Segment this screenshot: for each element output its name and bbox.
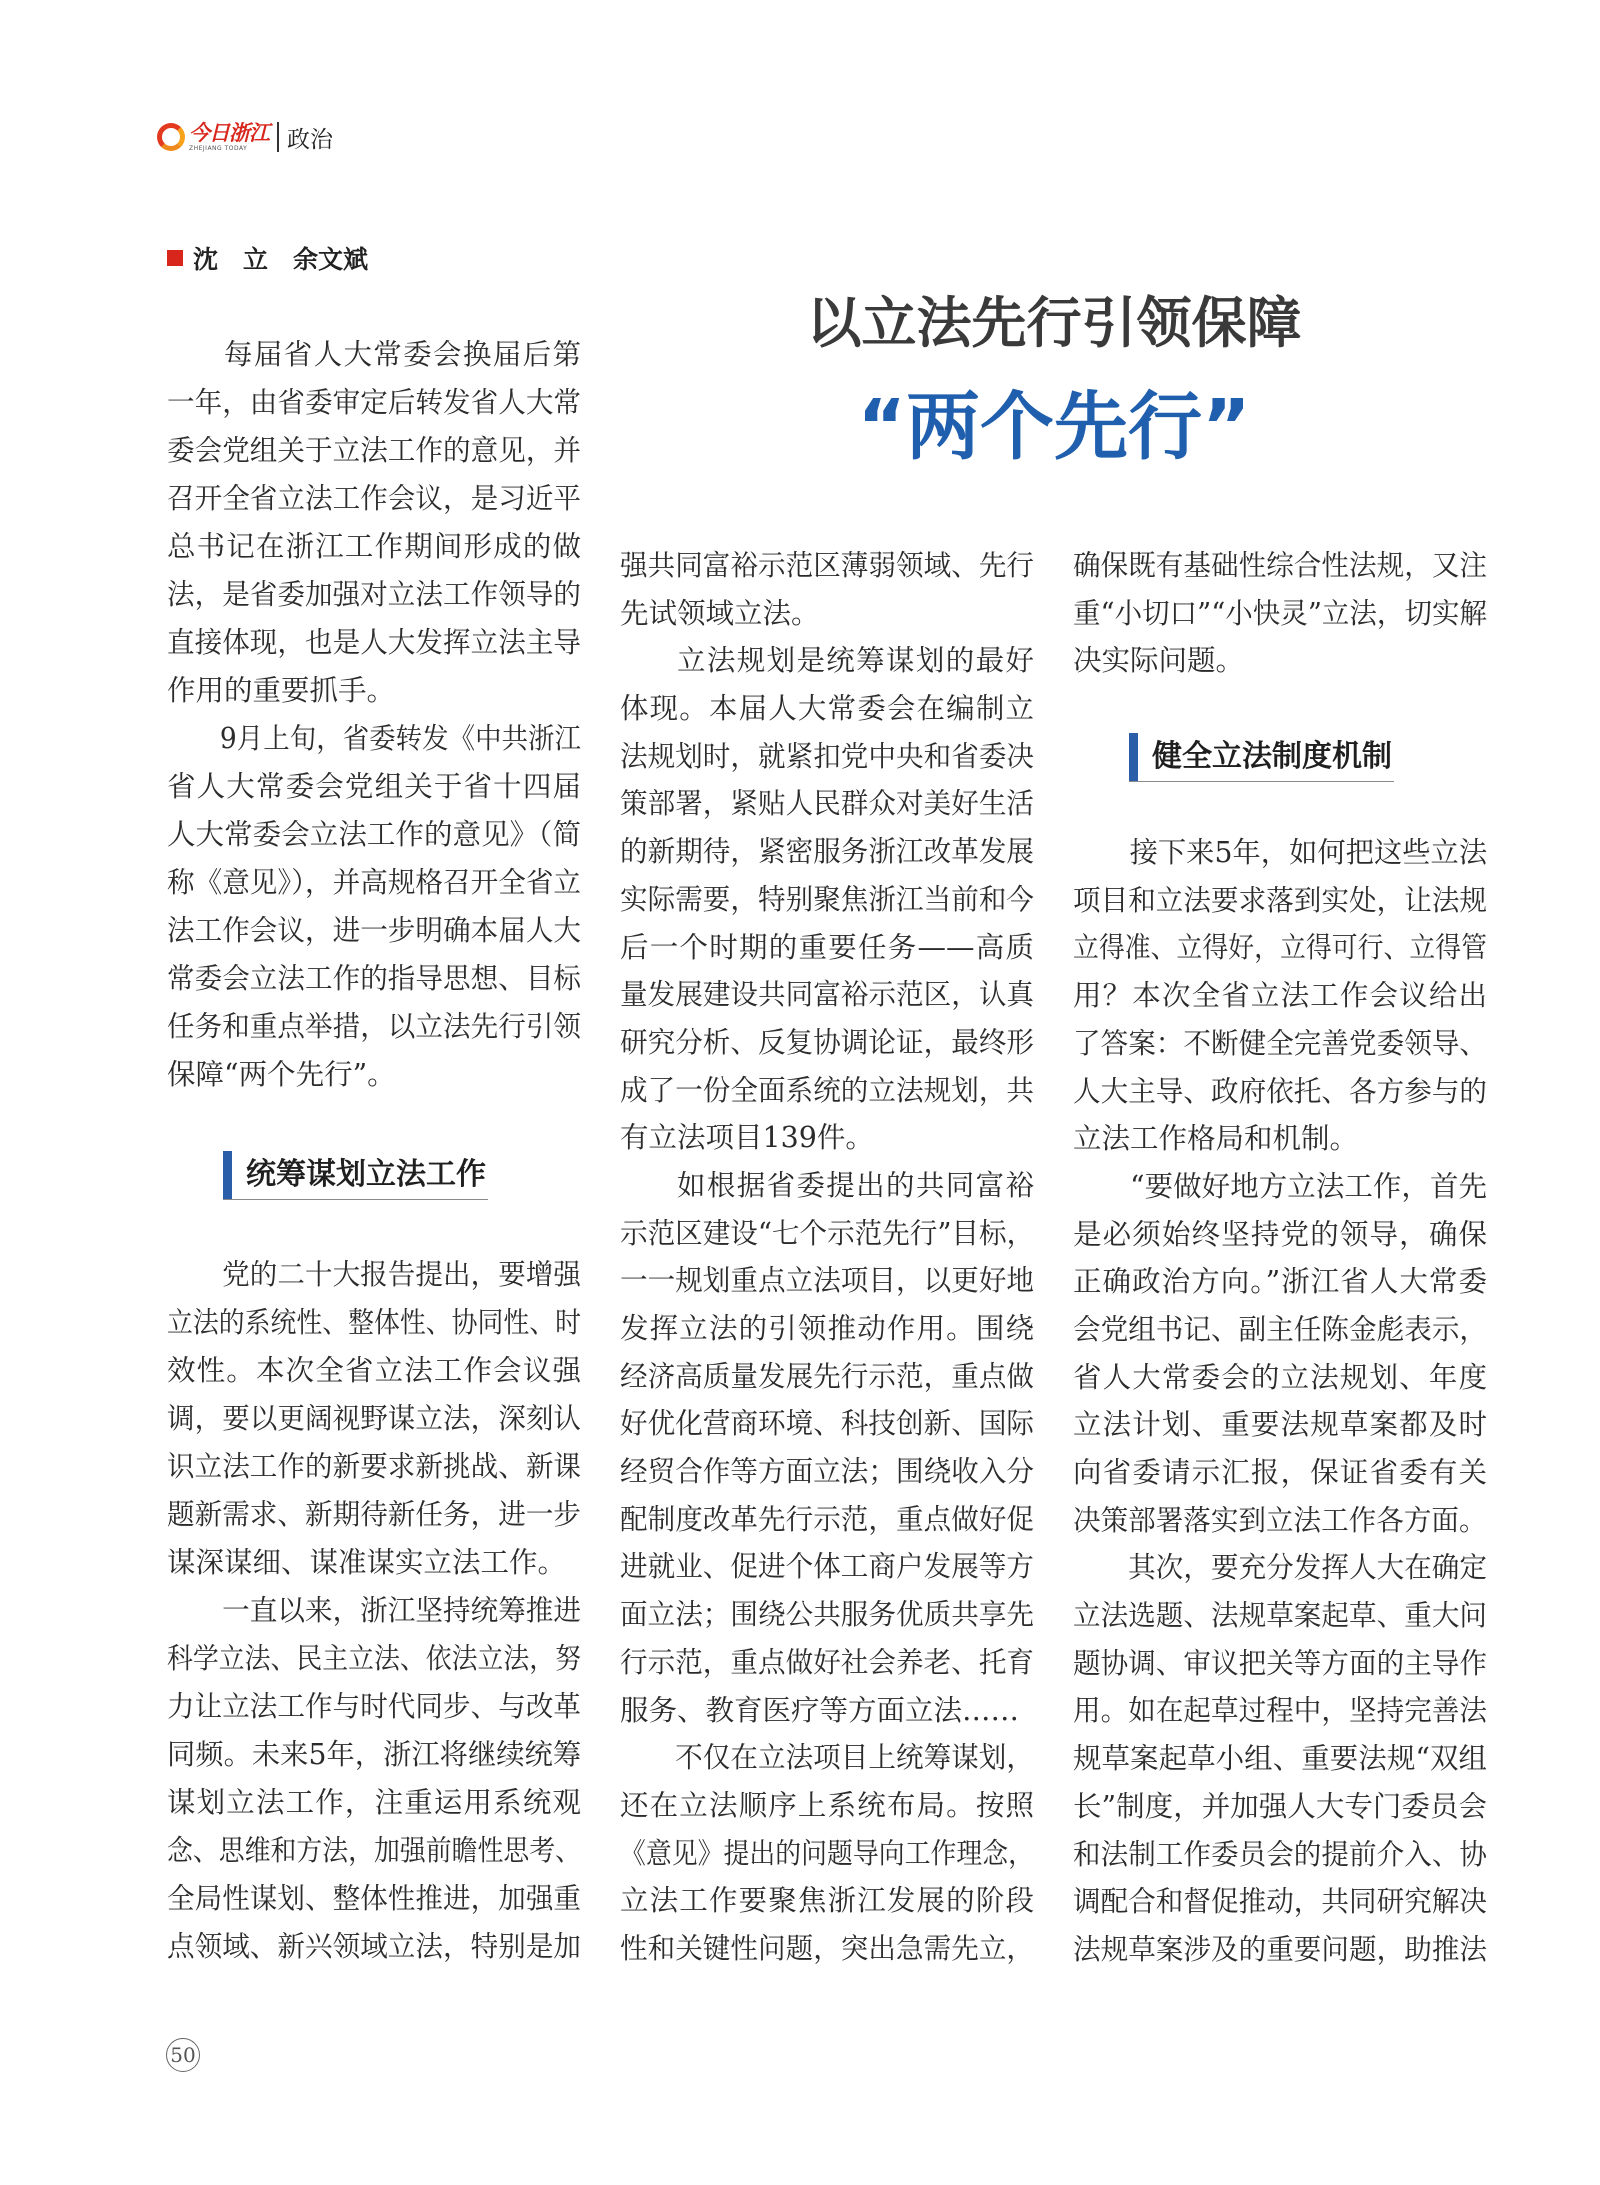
text-line: 进就业、促进个体工商户发展等方 (620, 1550, 1034, 1584)
text-line: 策部署，紧贴人民群众对美好生活 (620, 787, 1034, 821)
text-line: 是必须始终坚持党的领导，确保 (1073, 1217, 1487, 1251)
text-line: 重“小切口”“小快灵”立法，切实解 (1073, 596, 1487, 630)
text-line: 如根据省委提出的共同富裕 (677, 1168, 1034, 1202)
heading-accent-bar (1129, 733, 1138, 781)
text-line: 后一个时期的重要任务——高质 (620, 930, 1034, 964)
text-line: 量发展建设共同富裕示范区，认真 (620, 978, 1034, 1012)
text-column-1 (167, 331, 581, 1971)
paragraph (1073, 1544, 1487, 1973)
text-line: 立法工作格局和机制。 (1073, 1122, 1359, 1156)
text-line: 省人大常委会的立法规划、年度 (1073, 1360, 1487, 1394)
text-line: 实际需要，特别聚焦浙江当前和今 (620, 882, 1034, 916)
paragraph (620, 1162, 1034, 1734)
text-line: 任务和重点举措，以立法先行引领 (167, 1010, 581, 1043)
text-line: 决实际问题。 (1073, 644, 1245, 678)
text-line: 先试领域立法。 (620, 596, 820, 630)
text-line: 不仅在立法项目上统筹谋划， (675, 1741, 1034, 1775)
section-heading (167, 1099, 581, 1251)
text-line: 立法计划、重要法规草案都及时 (1073, 1408, 1487, 1442)
text-line: 会党组书记、副主任陈金彪表示， (1073, 1312, 1487, 1346)
section-heading-text: 健全立法制度机制 (1152, 738, 1392, 774)
text-line: 了答案：不断健全完善党委领导、 (1073, 1026, 1487, 1060)
logo-text: 今日浙江 (189, 120, 269, 145)
text-line: 服务、教育医疗等方面立法…… (620, 1693, 1020, 1727)
text-line: 立得准、立得好，立得可行、立得管 (1073, 931, 1488, 965)
text-line: 总书记在浙江工作期间形成的做 (167, 530, 581, 563)
text-line: 面立法；围绕公共服务优质共享先 (620, 1598, 1034, 1632)
text-line: 经贸合作等方面立法；围绕收入分 (620, 1455, 1034, 1489)
text-line: 长”制度，并加强人大专门委员会 (1073, 1789, 1487, 1823)
paragraph (620, 1734, 1034, 1972)
text-line: 题新需求、新期待新任务，进一步 (167, 1498, 581, 1531)
paragraph-continued (1073, 542, 1487, 685)
text-line: 省人大常委会党组关于省十四届 (167, 770, 581, 803)
paragraph (167, 715, 581, 1099)
text-line: 发挥立法的引领推动作用。围绕 (620, 1312, 1034, 1345)
text-line: 作用的重要抓手。 (167, 674, 396, 707)
text-line: 委会党组关于立法工作的意见，并 (167, 434, 581, 467)
logo-swirl-icon (157, 123, 185, 151)
text-line: 其次，要充分发挥人大在确定 (1128, 1551, 1487, 1585)
byline (167, 243, 368, 273)
text-line: 保障“两个先行”。 (167, 1058, 396, 1091)
section-heading-row (1129, 733, 1394, 782)
author-names: 沈 立 余文斌 (193, 245, 369, 274)
article-title-block (604, 291, 1504, 470)
section-heading-text: 统筹谋划立法工作 (246, 1156, 486, 1192)
text-line: 法工作会议，进一步明确本届人大 (167, 914, 581, 947)
text-line: “要做好地方立法工作，首先 (1130, 1169, 1487, 1203)
text-line: 召开全省立法工作会议，是习近平 (167, 482, 581, 515)
header-divider (277, 122, 279, 152)
text-line: 谋划立法工作，注重运用系统观 (167, 1786, 581, 1819)
text-line: 成了一份全面系统的立法规划，共 (620, 1073, 1034, 1107)
text-line: 法，是省委加强对立法工作领导的 (167, 578, 581, 611)
article-title: 以立法先行引领保障 (806, 291, 1302, 355)
text-line: 确保既有基础性综合性法规，又注 (1073, 549, 1487, 582)
red-square-marker (167, 250, 183, 266)
text-line: 正确政治方向。”浙江省人大常委 (1073, 1265, 1487, 1299)
article-title-highlight: “两个先行” (857, 384, 1251, 470)
paragraph (1073, 829, 1487, 1163)
text-line: 直接体现，也是人大发挥立法主导 (167, 626, 581, 659)
paragraph (167, 1251, 581, 1587)
text-line: 行示范，重点做好社会养老、托育 (620, 1645, 1034, 1679)
text-line: 9月上旬，省委转发《中共浙江 (219, 722, 581, 755)
text-line: 人大常委会立法工作的意见》（简 (167, 818, 581, 851)
text-line: 党的二十大报告提出，要增强 (222, 1258, 582, 1291)
text-line: 科学立法、民主立法、依法立法，努 (167, 1642, 582, 1675)
text-line: 力让立法工作与时代同步、与改革 (167, 1690, 581, 1723)
text-line: 立法规划是统筹谋划的最好 (677, 644, 1034, 678)
magazine-logo (189, 122, 269, 152)
text-line: 谋深谋细、谋准谋实立法工作。 (167, 1546, 567, 1579)
text-line: 强共同富裕示范区薄弱领域、先行 (620, 549, 1034, 582)
text-line: 和法制工作委员会的提前介入、协 (1073, 1837, 1487, 1871)
text-line: 法规划时，就紧扣党中央和省委决 (620, 739, 1034, 773)
text-line: 一年，由省委审定后转发省人大常 (167, 386, 581, 419)
text-line: 规草案起草小组、重要法规“双组 (1073, 1742, 1487, 1776)
text-line: 研究分析、反复协调论证，最终形 (620, 1025, 1034, 1059)
text-line: 还在立法顺序上系统布局。按照 (620, 1788, 1034, 1822)
paragraph (167, 331, 581, 715)
heading-accent-bar (223, 1151, 232, 1199)
text-line: 效性。本次全省立法工作会议强 (167, 1354, 581, 1387)
text-line: 常委会立法工作的指导思想、目标 (167, 962, 581, 995)
magazine-masthead (157, 118, 333, 156)
paragraph (167, 1587, 581, 1971)
text-line: 性和关键性问题，突出急需先立， (620, 1931, 1034, 1965)
section-label: 政治 (287, 126, 333, 153)
section-heading-row (223, 1151, 488, 1200)
text-line: 的新期待，紧密服务浙江改革发展 (620, 835, 1034, 869)
text-line: 题协调、审议把关等方面的主导作 (1073, 1646, 1487, 1680)
page-number: 50 (166, 2038, 200, 2072)
text-line: 项目和立法要求落到实处，让法规 (1073, 883, 1487, 917)
paragraph (1073, 1163, 1487, 1545)
text-line: 点领域、新兴领域立法，特别是加 (167, 1930, 581, 1963)
text-line: 人大主导、政府依托、各方参与的 (1073, 1074, 1487, 1108)
text-line: 立法选题、法规草案起草、重大问 (1073, 1599, 1487, 1633)
text-line: 称《意见》），并高规格召开全省立 (167, 866, 581, 899)
text-line: 决策部署落实到立法工作各方面。 (1073, 1503, 1487, 1537)
text-line: 全局性谋划、整体性推进，加强重 (167, 1882, 581, 1915)
text-line: 示范区建设“七个示范先行”目标， (620, 1216, 1035, 1250)
section-heading (1073, 685, 1487, 829)
text-line: 向省委请示汇报，保证省委有关 (1073, 1456, 1487, 1489)
text-line: 《意见》提出的问题导向工作理念， (620, 1836, 1035, 1870)
text-line: 好优化营商环境、科技创新、国际 (620, 1407, 1034, 1441)
text-line: 识立法工作的新要求新挑战、新课 (167, 1450, 581, 1483)
text-line: 有立法项目139件。 (620, 1121, 874, 1155)
text-line: 法规草案涉及的重要问题，助推法 (1073, 1932, 1487, 1966)
text-line: 经济高质量发展先行示范，重点做 (620, 1359, 1034, 1393)
text-line: 体现。本届人大常委会在编制立 (620, 692, 1034, 726)
text-line: 一直以来，浙江坚持统筹推进 (222, 1594, 582, 1627)
text-line: 立法的系统性、整体性、协同性、时 (167, 1306, 582, 1339)
text-line: 用？本次全省立法工作会议给出 (1073, 979, 1487, 1013)
text-column-2 (620, 542, 1034, 1973)
text-column-3 (1073, 542, 1487, 1974)
paragraph-continued (620, 542, 1034, 637)
text-line: 接下来5年，如何把这些立法 (1129, 836, 1488, 870)
logo-subtext: ZHEJIANG TODAY (189, 145, 248, 152)
text-line: 调，要以更阔视野谋立法，深刻认 (167, 1402, 581, 1435)
text-line: 调配合和督促推动，共同研究解决 (1073, 1885, 1487, 1919)
text-line: 同频。未来5年，浙江将继续统筹 (167, 1738, 582, 1771)
text-line: 一一规划重点立法项目，以更好地 (620, 1264, 1034, 1298)
text-line: 念、思维和方法，加强前瞻性思考、 (167, 1834, 582, 1867)
text-line: 立法工作要聚焦浙江发展的阶段 (620, 1884, 1034, 1918)
text-line: 配制度改革先行示范，重点做好促 (620, 1502, 1034, 1536)
text-line: 用。如在起草过程中，坚持完善法 (1073, 1694, 1487, 1728)
text-line: 每届省人大常委会换届后第 (224, 338, 581, 371)
paragraph (620, 637, 1034, 1162)
